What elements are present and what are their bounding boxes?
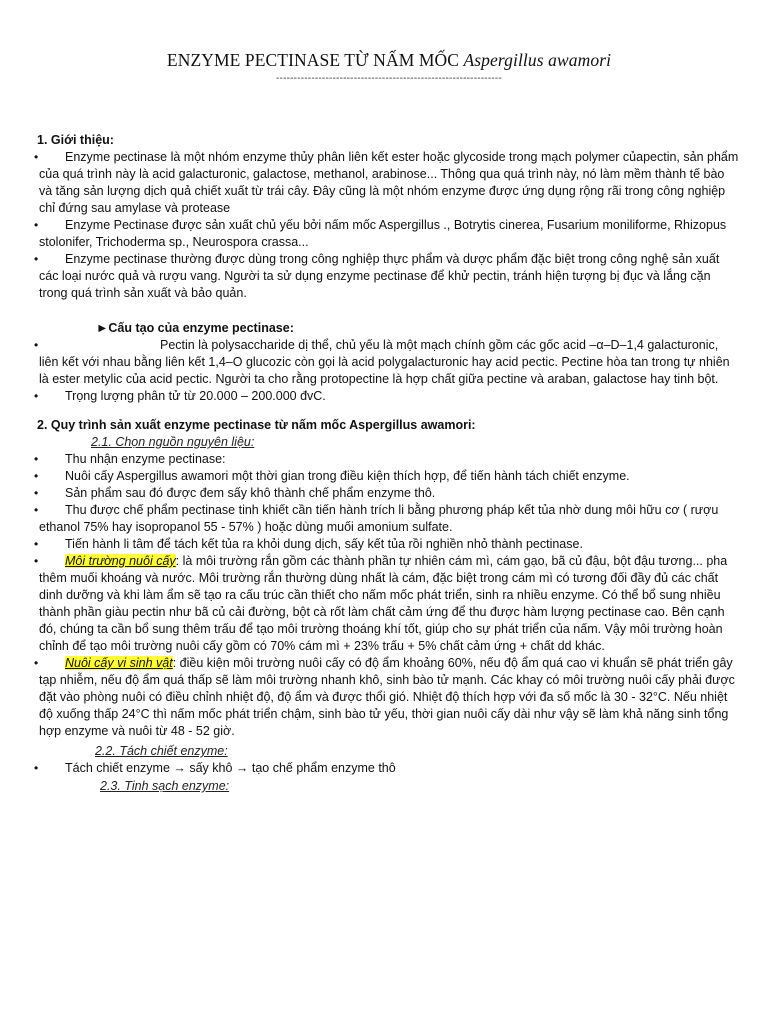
- highlight-culture-label: Nuôi cấy vi sinh vật: [65, 656, 173, 670]
- list-item: • Pectin là polysaccharide dị thể, chủ yếu là một mạch chính gồm các gốc acid –α–D–1,4 galacturonic, liên kết với nhau bằng liên kết 1,4–O glucozic còn gọi là acid polygalacturonic hay acid pectic. Pectine hòa tan trong tự nhiên là ester metylic của acid pectic. Người ta cho rằng protopectine là hợp chất giữa pectine và araban, galactose hay tinh bột.: [37, 337, 741, 388]
- list-item: • Thu nhận enzyme pectinase:: [37, 451, 741, 468]
- subsection-heading-2-3: 2.3. Tinh sạch enzyme:: [100, 779, 230, 793]
- document-body: [37, 132, 741, 795]
- list-item: • Sản phẩm sau đó được đem sấy khô thành chế phẩm enzyme thô.: [37, 485, 741, 502]
- subsection-2-1-list: [37, 451, 741, 740]
- section2-heading: 2. Quy trình sản xuất enzyme pectinase từ nấm mốc Aspergillus awamori:: [37, 418, 476, 432]
- title-main: ENZYME PECTINASE TỪ NẤM MỐC: [166, 50, 459, 70]
- title-separator: ----------------------------------------------------------------: [276, 73, 502, 84]
- section1-list: [37, 149, 741, 302]
- highlight-medium-label: Môi trường nuôi cấy: [65, 554, 176, 568]
- list-item-medium: [37, 553, 741, 655]
- list-item: • Thu được chế phẩm pectinase tinh khiết cần tiến hành trích li bằng phương pháp kết tủa nhờ dung môi hữu cơ ( rượu ethanol 75% hay isopropanol 55 - 57% ) hoặc dùng muối amonium sulfate.: [37, 502, 741, 536]
- subsection-heading-2-1: 2.1. Chọn nguồn nguyên liệu:: [91, 435, 255, 449]
- structure-list: [37, 337, 741, 405]
- document-title: [37, 50, 741, 71]
- list-item: • Enzyme pectinase thường được dùng trong công nghiệp thực phẩm và dược phẩm đặc biệt trong công nghệ sản xuất các loại nước quả và rượu vang. Người ta sử dụng enzyme pectinase để khử pectin, tránh hiện tượng bị đục và lắng cặn trong quá trình sản xuất và bảo quản.: [37, 251, 741, 302]
- subsection-2-2-list: [37, 760, 741, 777]
- list-item: • Nuôi cấy Aspergillus awamori một thời gian trong điều kiện thích hợp, để tiến hành tách chiết enzyme.: [37, 468, 741, 485]
- list-item: • Trọng lượng phân tử từ 20.000 – 200.000 đvC.: [37, 388, 741, 405]
- list-item: • Tách chiết enzyme → sấy khô → tạo chế phẩm enzyme thô: [37, 760, 741, 777]
- title-species: Aspergillus awamori: [463, 50, 612, 70]
- culture-text: : điều kiện môi trường nuôi cấy có độ ẩm khoảng 60%, nếu độ ẩm quá cao vi khuẩn sẽ phát triển gây tạp nhiễm, nếu độ ẩm quá thấp sẽ làm môi trường nhanh khô, sinh bào tử mạnh. Các khay có môi trường nuôi cấy phải được đặt vào phòng nuôi có điều chỉnh nhiệt độ, độ ẩm và được thổi gió. Nhiệt độ thích hợp với đa số mốc là 30 - 32°C. Nếu nhiệt độ xuống thấp 24°C thì nấm mốc phát triển chậm, sinh bào tử yếu, thời gian nuôi cấy dài như vậy sẽ làm khả năng sinh tổng hợp enzyme và nuôi từ 48 - 52 giờ.: [39, 656, 735, 738]
- structure-heading: ►Cấu tạo của enzyme pectinase:: [96, 321, 294, 335]
- list-item: • Enzyme Pectinase được sản xuất chủ yếu bởi nấm mốc Aspergillus ., Botrytis cinerea, Fusarium moniliforme, Rhizopus stolonifer, Trichoderma sp., Neurospora crassa...: [37, 217, 741, 251]
- list-item: • Enzyme pectinase là một nhóm enzyme thủy phân liên kết ester hoặc glycoside trong mạch polymer củapectin, sản phẩm của quá trình này là acid galacturonic, galactose, methanol, arabinose... Thông qua quá trình này, nó làm mềm thành tế bào và tăng sản lượng dịch quả chiết xuất từ trái cây. Đây cũng là một nhóm enzyme được ứng dụng rộng rãi trong công nghiệp chỉ đứng sau amylase và protease: [37, 149, 741, 217]
- list-item: • Tiến hành li tâm để tách kết tủa ra khỏi dung dịch, sấy kết tủa rồi nghiền nhỏ thành pectinase.: [37, 536, 741, 553]
- medium-text: : là môi trường rắn gồm các thành phần tự nhiên cám mì, cám gạo, bã củ đậu, bột đậu tương... pha thêm muối khoáng và nước. Môi trường rắn thường dùng nhất là cám, đặc biệt trong cám mì có tương đối đầy đủ các chất dinh dưỡng và khi làm ẩm sẽ tạo ra cấu trúc cần thiết cho nấm mốc phát triển, sinh ra nhiều enzyme. Có thể bổ sung nhiều thành phần giàu pectin như bã củ cải đường, bột cà rốt làm chất cảm ứng để thu được hàm lượng pectinase cao. Bên cạnh đó, chúng ta cần bổ sung thêm trấu để tạo môi trường thoáng khí tốt, giúp cho sự phát triển của nấm. Vậy môi trường hoàn chỉnh để tạo môi trường nuôi cấy gồm có 70% cám mì + 23% trấu + 5% chất cảm ứng + chất dd khác.: [39, 554, 728, 653]
- subsection-heading-2-2: 2.2. Tách chiết enzyme:: [95, 744, 228, 758]
- list-item-culture: [37, 655, 741, 740]
- section1-heading: 1. Giới thiệu:: [37, 133, 114, 147]
